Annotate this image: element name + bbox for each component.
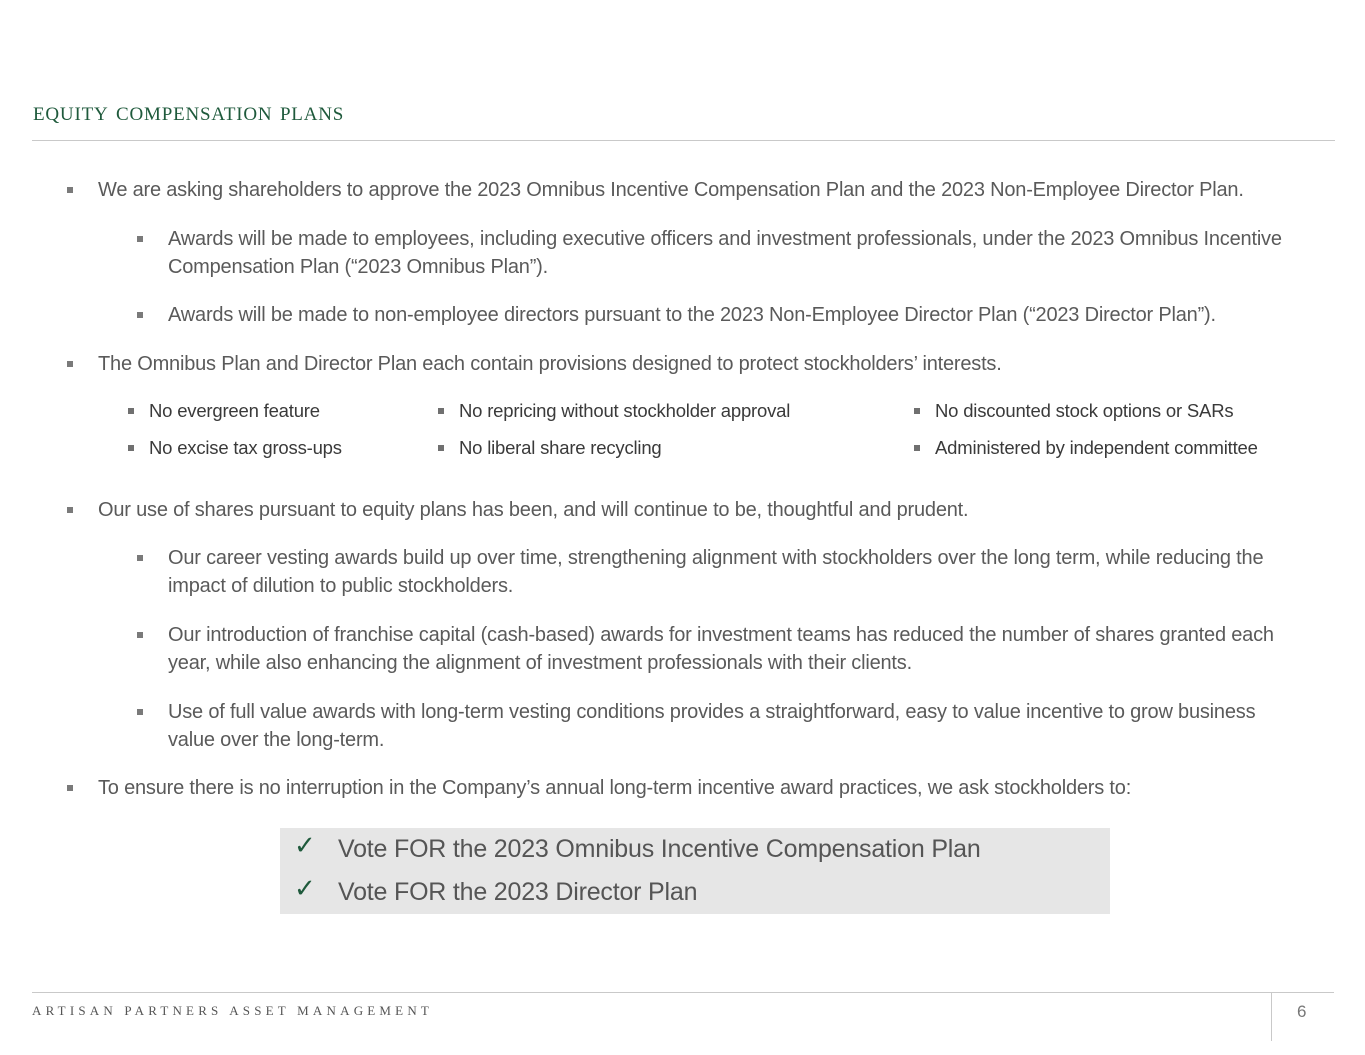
feature-item: No repricing without stockholder approval (459, 400, 791, 421)
feature-item: Administered by independent committee (935, 437, 1258, 458)
bullet-icon (914, 445, 920, 451)
vote-text: Vote FOR the 2023 Omnibus Incentive Compensation Plan (338, 835, 981, 863)
section1-sub-2: Awards will be made to non-employee directors pursuant to the 2023 Non-Employee Director Plan (“2023 Director Plan”). (168, 304, 1216, 326)
page-number: 6 (1297, 1002, 1307, 1021)
feature-item: No liberal share recycling (459, 437, 662, 458)
checkmark-icon: ✓ (294, 831, 316, 861)
section4-text: To ensure there is no interruption in the Company’s annual long-term incentive award practices, we ask stockholders to: (98, 777, 1132, 799)
footer-divider (32, 992, 1334, 993)
bullet-icon (128, 408, 134, 414)
feature-item: No excise tax gross-ups (149, 437, 342, 458)
bullet-icon (438, 408, 444, 414)
bullet-icon (67, 507, 73, 513)
feature-item: No discounted stock options or SARs (935, 400, 1234, 421)
bullet-icon (438, 445, 444, 451)
bullet-icon (67, 361, 73, 367)
title-divider (32, 140, 1335, 141)
bullet-icon (67, 187, 73, 193)
bullet-icon (137, 632, 143, 638)
page-title: equity compensation plans (33, 96, 345, 126)
section3-text: Our use of shares pursuant to equity plans has been, and will continue to be, thoughtful and prudent. (98, 499, 969, 521)
bullet-icon (137, 312, 143, 318)
feature-item: No evergreen feature (149, 400, 320, 421)
footer-company-name: ARTISAN PARTNERS ASSET MANAGEMENT (32, 1003, 434, 1018)
section2-text: The Omnibus Plan and Director Plan each contain provisions designed to protect stockholders’ interests. (98, 353, 1002, 375)
bullet-icon (67, 785, 73, 791)
vote-text: Vote FOR the 2023 Director Plan (338, 878, 698, 906)
section3-sub-3: Use of full value awards with long-term vesting conditions provides a straightforward, easy to value incentive to grow business value over the long-term. (168, 701, 1256, 751)
section3-sub-1: Our career vesting awards build up over time, strengthening alignment with stockholders over the long term, while reducing the impact of dilution to public stockholders. (168, 547, 1264, 597)
checkmark-icon: ✓ (294, 874, 316, 904)
section3-sub-2: Our introduction of franchise capital (cash-based) awards for investment teams has reduced the number of shares granted each year, while also enhancing the alignment of investment professionals with their clients. (168, 624, 1274, 674)
bullet-icon (137, 709, 143, 715)
section1-sub-1: Awards will be made to employees, including executive officers and investment professionals, under the 2023 Omnibus Incentive Compensation Plan (“2023 Omnibus Plan”). (168, 228, 1282, 278)
bullet-icon (137, 236, 143, 242)
footer-separator (1271, 993, 1272, 1041)
bullet-icon (914, 408, 920, 414)
bullet-icon (128, 445, 134, 451)
bullet-icon (137, 555, 143, 561)
section1-text: We are asking shareholders to approve the 2023 Omnibus Incentive Compensation Plan and the 2023 Non-Employee Director Plan. (98, 179, 1244, 201)
vote-callout (280, 828, 1110, 914)
